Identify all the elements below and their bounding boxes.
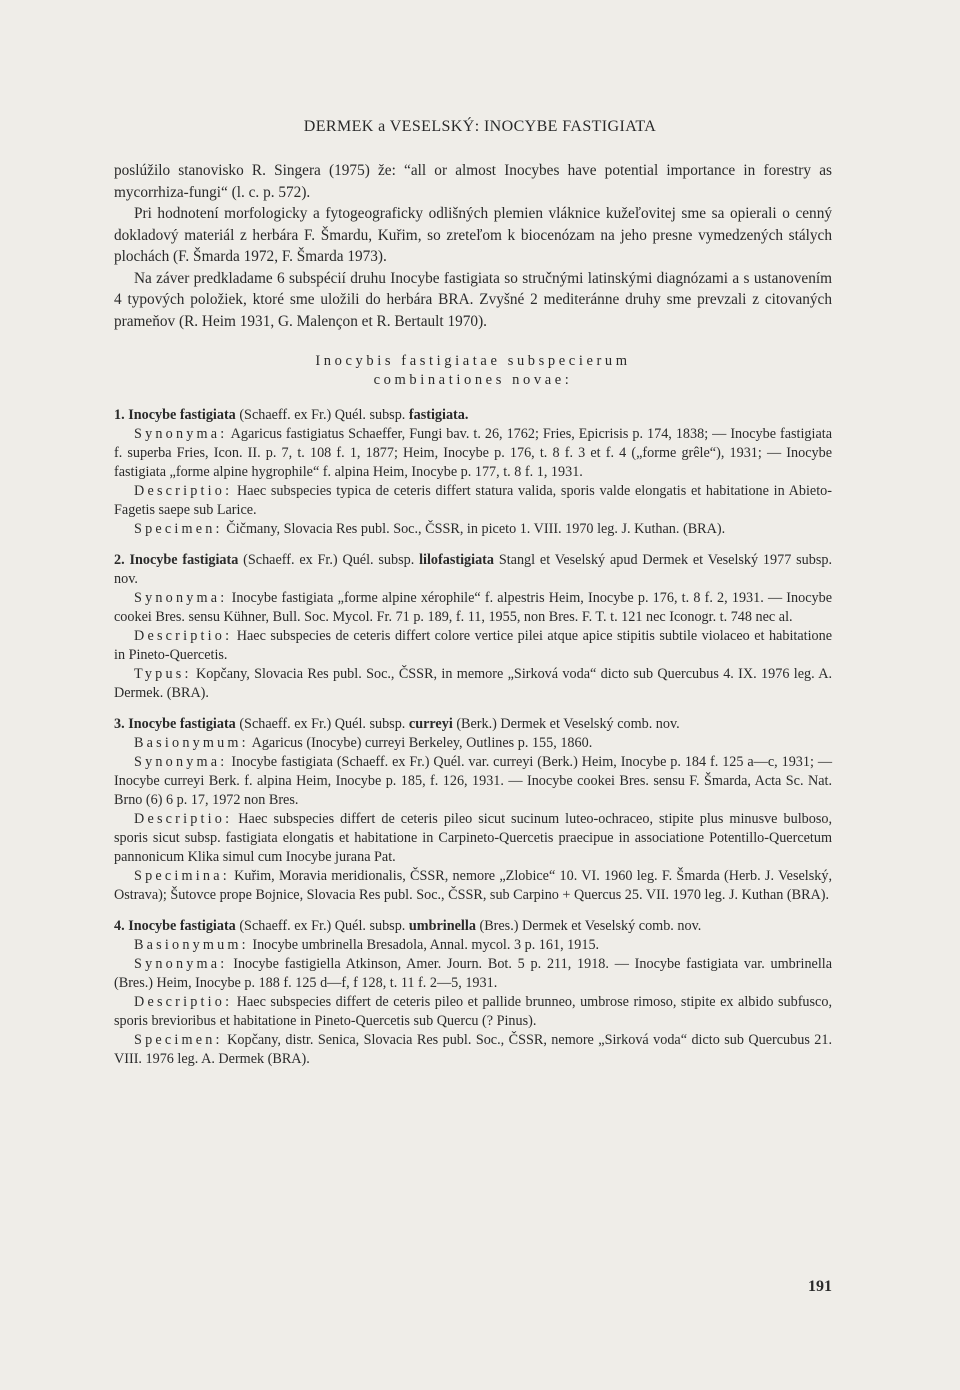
entry-1-genus: Inocybe fastigiata bbox=[128, 407, 236, 423]
entry-4-descriptio-text: Haec subspecies differt de ceteris pileo et pallide brunneo, umbrose rimoso, stipite ex albido subfusco, sporis brevioribus et habitatione in Pineto-Quercetis sub Quercu (? Pinus). bbox=[114, 994, 832, 1029]
synonyma-label: Synonyma: bbox=[134, 754, 228, 770]
entry-1-descriptio-text: Haec subspecies typica de ceteris differt statura valida, sporis valde elongatis et habitatione in Abieto-Fagetis saepe sub Larice. bbox=[114, 483, 832, 518]
entry-1-authority: (Schaeff. ex Fr.) Quél. subsp. bbox=[239, 407, 406, 423]
paragraph-3: Na záver predkladame 6 subspécií druhu Inocybe fastigiata so stručnými latinskými diagnózami a s ustanovením 4 typových položiek, ktoré sme uložili do herbára BRA. Zvyšné 2 mediteránne druhy sme prevzali z citovaných prameňov (R. Heim 1931, G. Malençon et R. Bertault 1970). bbox=[114, 269, 832, 330]
entry-3-descriptio bbox=[114, 810, 832, 867]
entry-4-authority: (Schaeff. ex Fr.) Quél. subsp. bbox=[239, 918, 406, 934]
entry-4-number: 4. bbox=[114, 918, 125, 934]
entry-2-typus bbox=[114, 665, 832, 703]
entry-3-synonyma bbox=[114, 753, 832, 810]
entry-4-descriptio bbox=[114, 993, 832, 1031]
paragraph-1: poslúžilo stanovisko R. Singera (1975) že: “all or almost Inocybes have potential importance in forestry as mycorrhiza-fungi“ (l. c. p. 572). bbox=[114, 162, 832, 201]
descriptio-label: Descriptio: bbox=[134, 994, 233, 1010]
entry-4-basionymum bbox=[114, 936, 832, 955]
entry-2-typus-text: Kopčany, Slovacia Res publ. Soc., ČSSR, in memore „Sirková voda“ dicto sub Quercubus 4. IX. 1976 leg. A. Dermek. (BRA). bbox=[114, 666, 833, 701]
synonyma-label: Synonyma: bbox=[134, 956, 228, 972]
entry-2-epithet: lilofastigiata bbox=[419, 552, 494, 568]
entry-3-specimina-text: Kuřim, Moravia meridionalis, ČSSR, nemore „Zlobice“ 10. VI. 1960 leg. F. Šmarda (Herb. J. Veselský, Ostrava); Šutovce prope Bojnice, Slovacia Res publ. Soc., ČSSR, sub Carpino + Quercus 25. VII. 1970 leg. J. Kuthan (BRA). bbox=[114, 868, 832, 903]
page-number: 191 bbox=[808, 1278, 832, 1295]
entry-4-synonyma bbox=[114, 955, 832, 993]
entry-4-synonyma-text: Inocybe fastigiella Atkinson, Amer. Journ. Bot. 5 p. 211, 1918. — Inocybe fastigiata var. umbrinella (Bres.) Heim, Inocybe p. 188 f. 125 d—f, f 128, t. 11 f. 2—5, 1931. bbox=[114, 956, 833, 991]
body-text bbox=[114, 160, 832, 1069]
entry-1-epithet: fastigiata. bbox=[408, 407, 469, 423]
entry-4-author: (Bres.) Dermek et Veselský comb. nov. bbox=[479, 918, 702, 934]
entry-2-heading bbox=[114, 551, 832, 589]
entry-2-genus: Inocybe fastigiata bbox=[129, 552, 239, 568]
section-heading bbox=[114, 352, 832, 390]
entry-3-genus: Inocybe fastigiata bbox=[128, 716, 236, 732]
entry-3-specimina bbox=[114, 867, 832, 905]
entry-3-heading bbox=[114, 715, 832, 734]
entry-4-specimen-text: Kopčany, distr. Senica, Slovacia Res publ. Soc., ČSSR, nemore „Sirková voda“ dicto sub Quercubus 21. VIII. 1976 leg. A. Dermek (BRA). bbox=[114, 1032, 833, 1067]
basionymum-label: Basionymum: bbox=[134, 735, 249, 751]
entry-4-basionymum-text: Inocybe umbrinella Bresadola, Annal. mycol. 3 p. 161, 1915. bbox=[252, 937, 600, 953]
entry-1-synonyma bbox=[114, 425, 832, 482]
entry-4-genus: Inocybe fastigiata bbox=[128, 918, 236, 934]
entry-1-heading bbox=[114, 406, 832, 425]
basionymum-label: Basionymum: bbox=[134, 937, 249, 953]
entry-1-specimen bbox=[114, 520, 832, 539]
entry-3-synonyma-text: Inocybe fastigiata (Schaeff. ex Fr.) Quél. var. curreyi (Berk.) Heim, Inocybe p. 184 f. 125 a—c, 1931; — Inocybe curreyi Berk. f. alpina Heim, Inocybe p. 185, f. 126, 1931. — Inocybe cookei Bres. sensu F. Šmarda, Acta Sc. Nat. Brno (6) 6 p. 17, 1972 non Bres. bbox=[114, 754, 833, 808]
entry-3-basionymum bbox=[114, 734, 832, 753]
descriptio-label: Descriptio: bbox=[134, 483, 233, 499]
descriptio-label: Descriptio: bbox=[134, 811, 233, 827]
entry-3-authority: (Schaeff. ex Fr.) Quél. subsp. bbox=[239, 716, 406, 732]
entry-2-synonyma-text: Inocybe fastigiata „forme alpine xérophile“ f. alpestris Heim, Inocybe p. 176, t. 8 f. 2, 1931. — Inocybe cookei Bres. sensu Kühner, Bull. Soc. Mycol. Fr. 71 p. 189, f. 11, 1955, non Bres. F. T. t. 121 nec Iconogr. t. 748 nec al. bbox=[114, 590, 832, 625]
entry-3-author: (Berk.) Dermek et Veselský comb. nov. bbox=[456, 716, 680, 732]
entry-3-epithet: curreyi bbox=[408, 716, 453, 732]
typus-label: Typus: bbox=[134, 666, 192, 682]
entry-4-heading bbox=[114, 917, 832, 936]
entry-3-number: 3. bbox=[114, 716, 125, 732]
running-head: DERMEK a VESELSKÝ: INOCYBE FASTIGIATA bbox=[303, 118, 657, 135]
entry-4-epithet: umbrinella bbox=[408, 918, 476, 934]
entry-4-specimen bbox=[114, 1031, 832, 1069]
paragraph-2: Pri hodnotení morfologicky a fytogeograficky odlišných plemien vláknice kužeľovitej sme sa opierali o cenný dokladový materiál z herbára F. Šmardu, Kuřim, so zreteľom k biocenózam na jeho presne vymedzených stálych plochách (F. Šmarda 1972, F. Šmarda 1973). bbox=[114, 205, 832, 265]
entry-1-number: 1. bbox=[114, 407, 125, 423]
taxon-entry-3 bbox=[114, 715, 832, 905]
entry-3-descriptio-text: Haec subspecies differt de ceteris pileo sicut sucinum luteo-ochraceo, stipite plus minusve bulboso, sporis sicut subsp. fastigiata elongatis et habitatione in Carpineto-Quercetis praecipue in associatione Potentillo-Quercetum pannonicum Klika simul cum Inocybe jurana Pat. bbox=[114, 811, 832, 865]
specimen-label: Specimen: bbox=[134, 1032, 223, 1048]
entry-3-basionymum-text: Agaricus (Inocybe) curreyi Berkeley, Outlines p. 155, 1860. bbox=[251, 735, 593, 751]
entry-2-author: Stangl et Veselský apud Dermek et Veselský 1977 subsp. nov. bbox=[114, 552, 833, 587]
entry-1-specimen-text: Čičmany, Slovacia Res publ. Soc., ČSSR, in piceto 1. VIII. 1970 leg. J. Kuthan. (BRA). bbox=[226, 521, 726, 537]
taxon-entry-2 bbox=[114, 551, 832, 703]
descriptio-label: Descriptio: bbox=[134, 628, 233, 644]
entry-1-synonyma-text: Agaricus fastigiatus Schaeffer, Fungi bav. t. 26, 1762; Fries, Epicrisis p. 174, 1838; — Inocybe fastigiata f. superba Fries, Icon. II. p. 7, t. 108 f. 1, 1877; Heim, Inocybe p. 176, t. 8 f. 3 et f. 4 („forme grêle“), 1931; — Inocybe fastigiata „forme alpine hygrophile“ f. alpina Heim, Inocybe p. 177, t. 8 f. 1, 1931. bbox=[114, 426, 832, 480]
synonyma-label: Synonyma: bbox=[134, 590, 228, 606]
entry-2-authority: (Schaeff. ex Fr.) Quél. subsp. bbox=[243, 552, 415, 568]
section-heading-line-1: Inocybis fastigiatae subspecierum bbox=[315, 353, 631, 369]
entry-2-synonyma bbox=[114, 589, 832, 627]
synonyma-label: Synonyma: bbox=[134, 426, 228, 442]
entry-2-number: 2. bbox=[114, 552, 125, 568]
section-heading-line-2: combinationes novae: bbox=[373, 372, 573, 388]
taxon-entry-1 bbox=[114, 406, 832, 539]
entry-2-descriptio-text: Haec subspecies de ceteris differt colore vertice pilei atque apice stipitis subtile violaceo et habitatione in Pineto-Quercetis. bbox=[114, 628, 832, 663]
specimen-label: Specimen: bbox=[134, 521, 223, 537]
specimina-label: Specimina: bbox=[134, 868, 230, 884]
taxon-entry-4 bbox=[114, 917, 832, 1069]
entry-1-descriptio bbox=[114, 482, 832, 520]
entry-2-descriptio bbox=[114, 627, 832, 665]
